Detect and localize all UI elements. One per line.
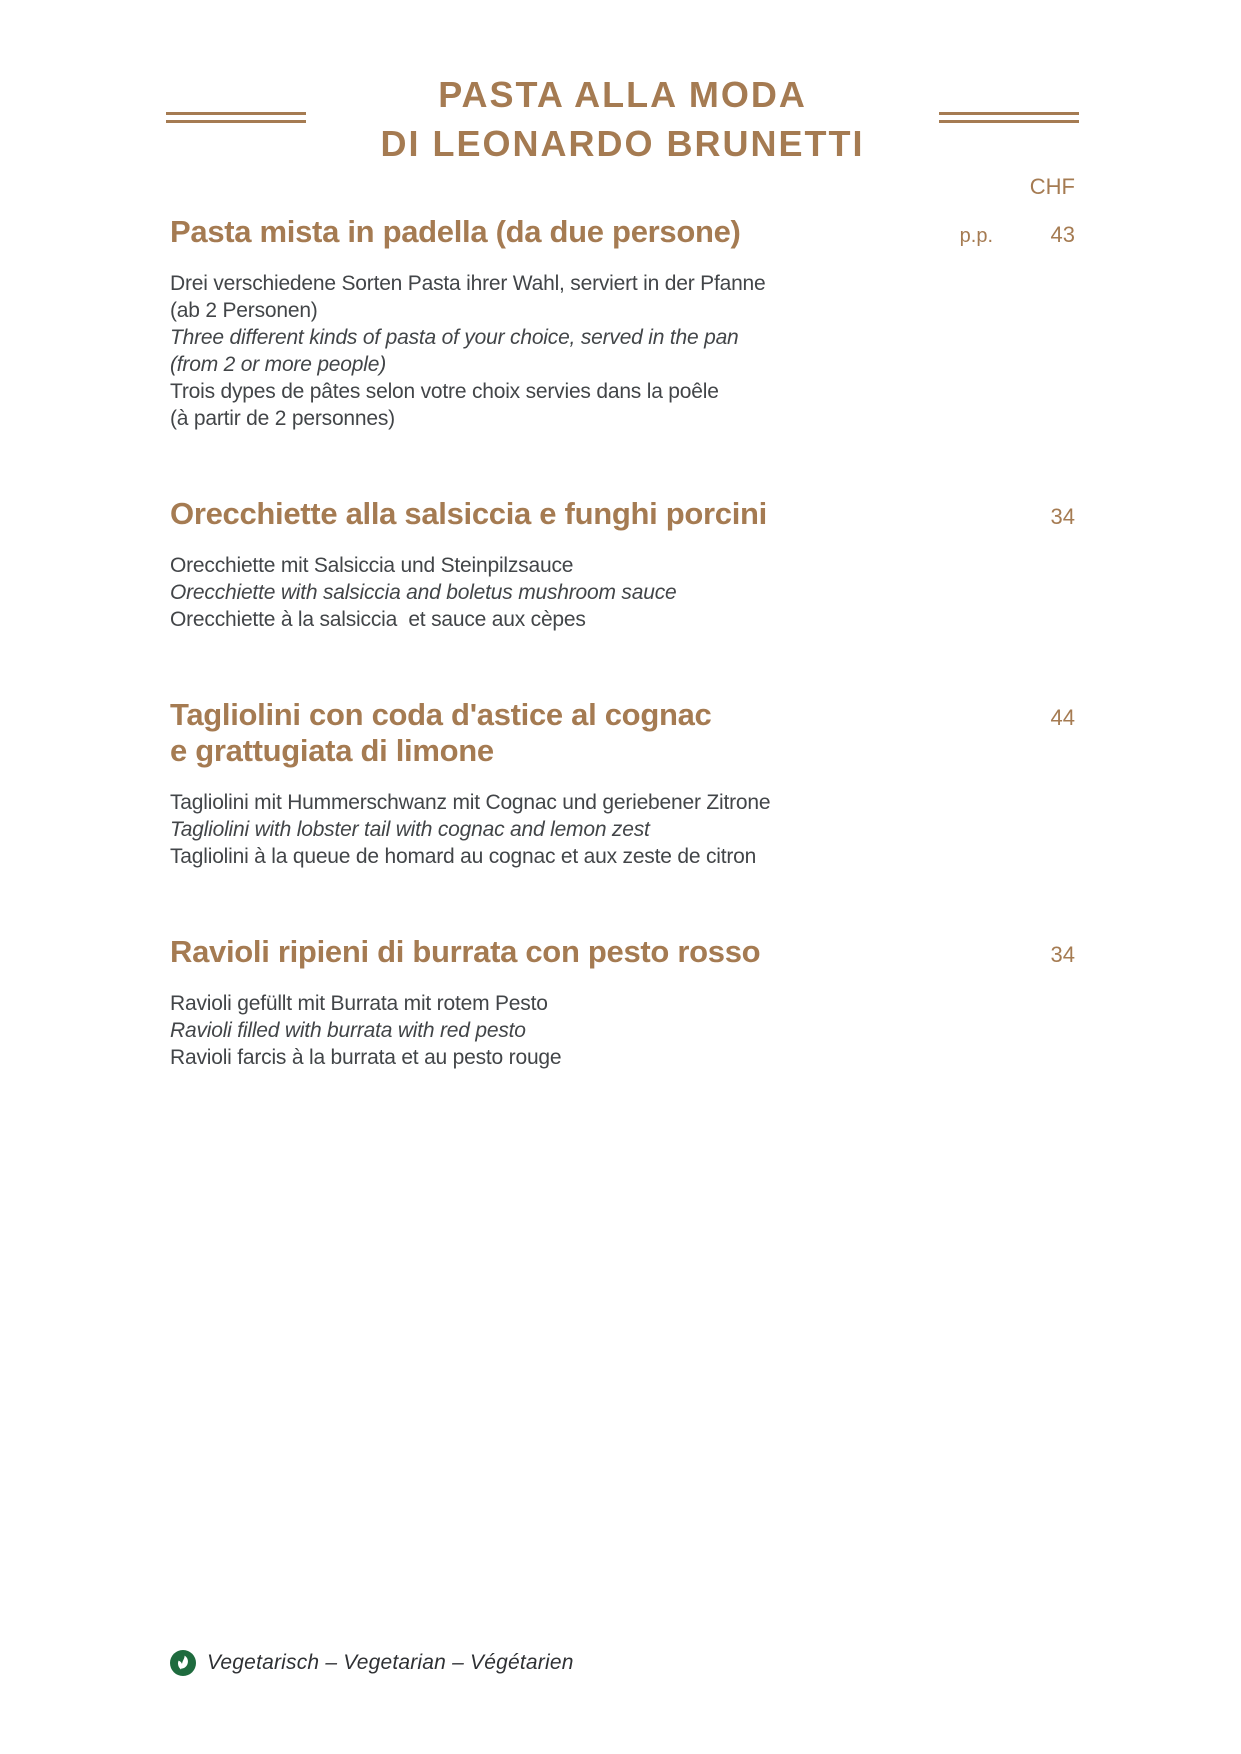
item-heading-row xyxy=(170,934,1075,970)
menu-items-list xyxy=(170,214,1075,1071)
dish-description xyxy=(170,270,1075,432)
price: 34 xyxy=(1050,504,1075,529)
menu-title-line2: DI LEONARDO BRUNETTI xyxy=(380,123,865,164)
vegetarian-leaf-icon xyxy=(170,1650,196,1676)
description-line-en: Three different kinds of pasta of your choice, served in the pan xyxy=(170,326,739,349)
dish-description xyxy=(170,552,1075,633)
menu-item-ravioli xyxy=(170,934,1075,1071)
menu-item-tagliolini xyxy=(170,697,1075,870)
item-heading-row xyxy=(170,697,1075,769)
dish-name: Tagliolini con coda d'astice al cognac e grattugiata di limone xyxy=(170,697,712,768)
decorative-double-rule-right xyxy=(939,112,1079,123)
dish-name: Ravioli ripieni di burrata con pesto rosso xyxy=(170,934,761,969)
dish-name: Pasta mista in padella (da due persone) xyxy=(170,214,741,249)
menu-item-orecchiette xyxy=(170,496,1075,633)
menu-title-line1: PASTA ALLA MODA xyxy=(438,74,807,115)
description-line-de: Ravioli gefüllt mit Burrata mit rotem Pesto xyxy=(170,992,548,1015)
description-line-de: Drei verschiedene Sorten Pasta ihrer Wahl, serviert in der Pfanne xyxy=(170,272,766,295)
item-heading-row xyxy=(170,214,1075,250)
price: 43 xyxy=(1050,222,1075,247)
currency-header: CHF xyxy=(1029,174,1075,199)
description-line-fr: (à partir de 2 personnes) xyxy=(170,407,395,430)
dish-description xyxy=(170,789,1075,870)
description-line-fr: Trois dypes de pâtes selon votre choix servies dans la poêle xyxy=(170,380,719,403)
description-line-fr: Orecchiette à la salsiccia et sauce aux cèpes xyxy=(170,608,586,631)
vegetarian-label: Vegetarisch – Vegetarian – Végétarien xyxy=(207,1651,574,1674)
description-line-fr: Tagliolini à la queue de homard au cognac et aux zeste de citron xyxy=(170,845,757,868)
price: 44 xyxy=(1050,705,1075,730)
decorative-double-rule-left xyxy=(166,112,306,123)
description-line-de: (ab 2 Personen) xyxy=(170,299,318,322)
vegetarian-legend xyxy=(170,1650,574,1676)
price-prefix: p.p. xyxy=(959,225,993,247)
price: 34 xyxy=(1050,942,1075,967)
description-line-en: Ravioli filled with burrata with red pesto xyxy=(170,1019,526,1042)
description-line-en: (from 2 or more people) xyxy=(170,353,386,376)
menu-header xyxy=(170,70,1075,168)
menu-item-pasta-mista xyxy=(170,214,1075,432)
dish-description xyxy=(170,990,1075,1071)
description-line-en: Tagliolini with lobster tail with cognac and lemon zest xyxy=(170,818,650,841)
description-line-en: Orecchiette with salsiccia and boletus mushroom sauce xyxy=(170,581,677,604)
description-line-fr: Ravioli farcis à la burrata et au pesto rouge xyxy=(170,1046,562,1069)
item-heading-row xyxy=(170,496,1075,532)
dish-name: Orecchiette alla salsiccia e funghi porcini xyxy=(170,496,767,531)
description-line-de: Orecchiette mit Salsiccia und Steinpilzsauce xyxy=(170,554,574,577)
description-line-de: Tagliolini mit Hummerschwanz mit Cognac und geriebener Zitrone xyxy=(170,791,771,814)
